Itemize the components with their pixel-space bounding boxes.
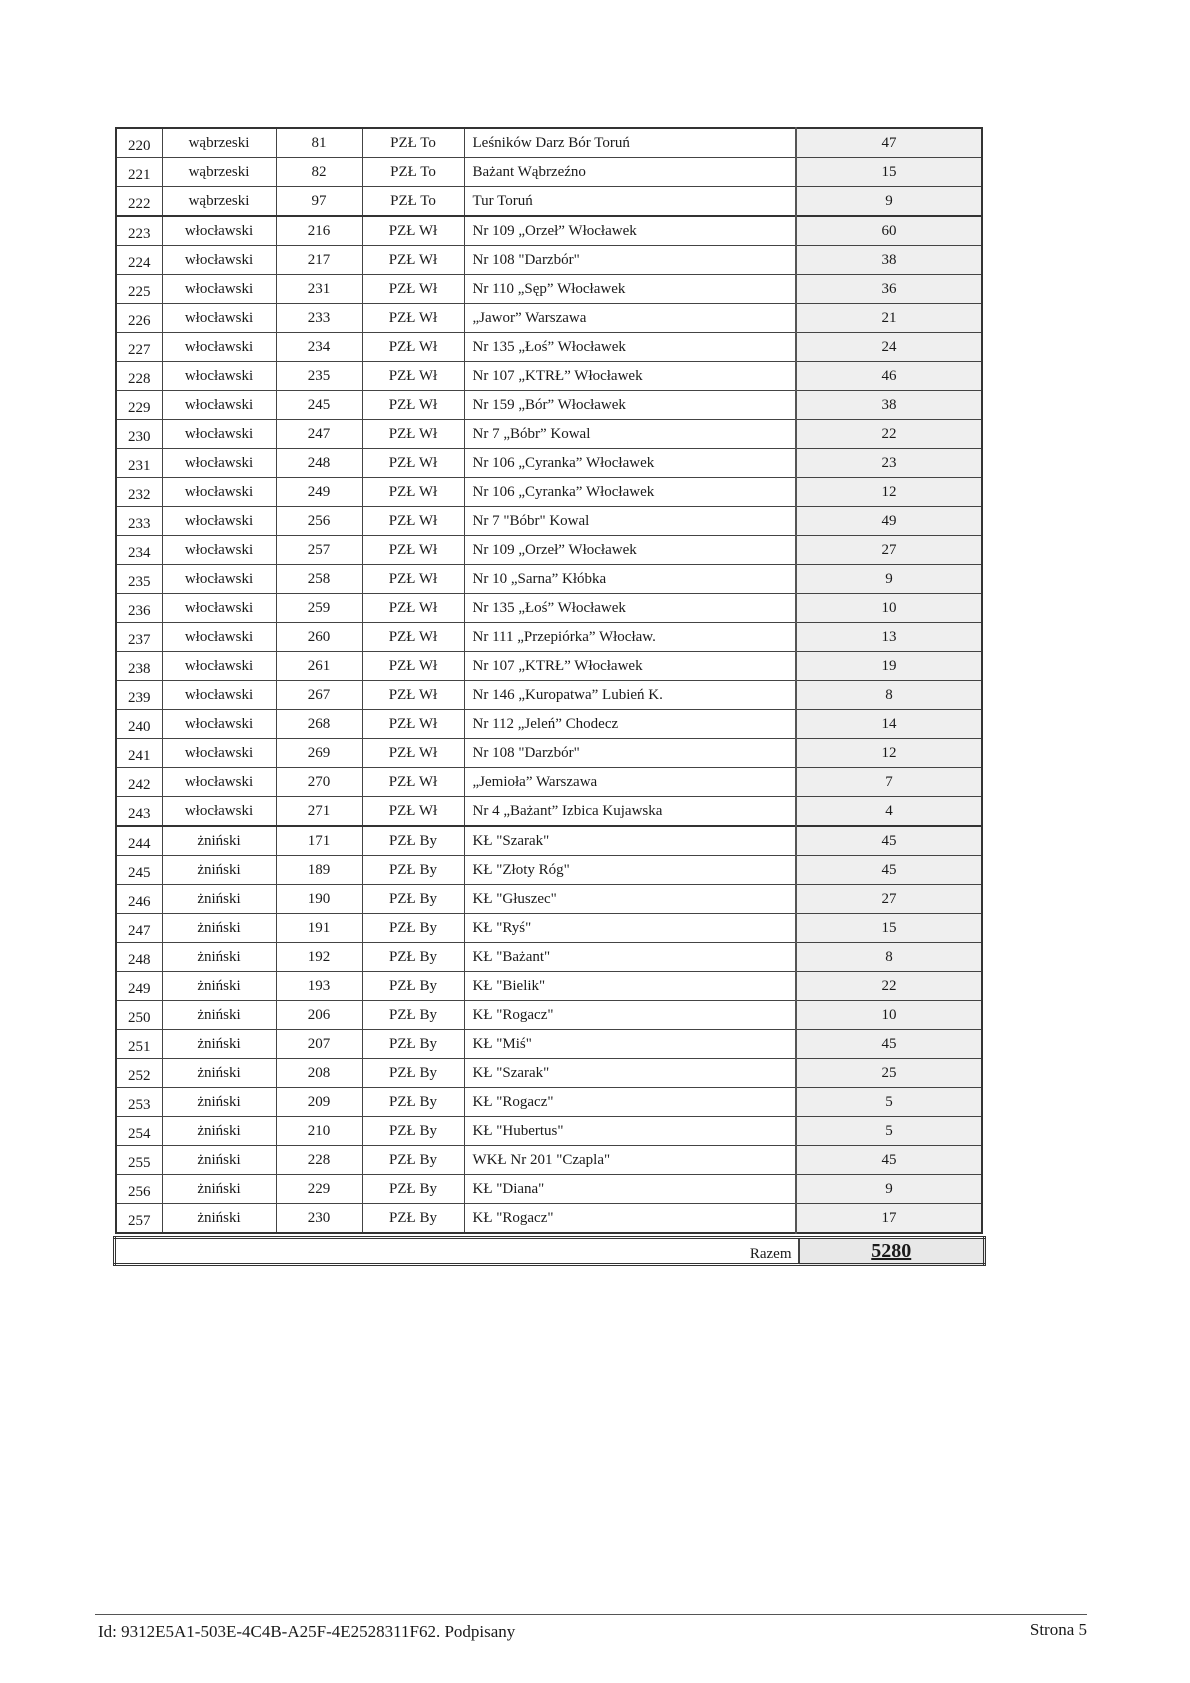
count-cell: 27 — [796, 536, 982, 565]
row-number: 256 — [116, 1175, 162, 1204]
powiat-cell: włocławski — [162, 797, 276, 827]
obwod-number: 249 — [276, 478, 362, 507]
count-cell: 12 — [796, 478, 982, 507]
table-row — [116, 449, 982, 478]
row-number: 235 — [116, 565, 162, 594]
dzierzawca-cell: Nr 135 „Łoś” Włocławek — [464, 594, 796, 623]
row-number: 228 — [116, 362, 162, 391]
zarzad-cell: PZŁ By — [362, 1088, 464, 1117]
dzierzawca-cell: KŁ "Szarak" — [464, 1059, 796, 1088]
powiat-cell: żniński — [162, 943, 276, 972]
count-cell: 23 — [796, 449, 982, 478]
document-id: Id: 9312E5A1-503E-4C4B-A25F-4E2528311F62. Podpisany — [98, 1622, 516, 1641]
page-number: Strona 5 — [1029, 1620, 1087, 1639]
row-number: 241 — [116, 739, 162, 768]
row-number: 223 — [116, 216, 162, 246]
table-row — [116, 1030, 982, 1059]
table-row — [116, 739, 982, 768]
zarzad-cell: PZŁ Wł — [362, 449, 464, 478]
obwod-number: 191 — [276, 914, 362, 943]
count-cell: 12 — [796, 739, 982, 768]
obwod-number: 235 — [276, 362, 362, 391]
count-cell: 45 — [796, 826, 982, 856]
count-cell: 45 — [796, 1146, 982, 1175]
obwod-number: 189 — [276, 856, 362, 885]
powiat-cell: wąbrzeski — [162, 158, 276, 187]
zarzad-cell: PZŁ To — [362, 187, 464, 217]
obwod-number: 171 — [276, 826, 362, 856]
table-row — [116, 275, 982, 304]
powiat-cell: włocławski — [162, 681, 276, 710]
count-cell: 46 — [796, 362, 982, 391]
row-number: 221 — [116, 158, 162, 187]
powiat-cell: żniński — [162, 1204, 276, 1234]
count-cell: 24 — [796, 333, 982, 362]
zarzad-cell: PZŁ Wł — [362, 710, 464, 739]
dzierzawca-cell: KŁ "Bażant" — [464, 943, 796, 972]
count-cell: 5 — [796, 1117, 982, 1146]
row-number: 239 — [116, 681, 162, 710]
powiat-cell: żniński — [162, 914, 276, 943]
dzierzawca-cell: KŁ "Hubertus" — [464, 1117, 796, 1146]
zarzad-cell: PZŁ Wł — [362, 216, 464, 246]
row-number: 251 — [116, 1030, 162, 1059]
total-value: 5280 — [799, 1238, 985, 1265]
count-cell: 49 — [796, 507, 982, 536]
dzierzawca-cell: Nr 7 „Bóbr” Kowal — [464, 420, 796, 449]
table-row — [116, 187, 982, 217]
document-table — [115, 127, 981, 1266]
table-row — [116, 362, 982, 391]
table-row — [116, 391, 982, 420]
dzierzawca-cell: Nr 107 „KTRŁ” Włocławek — [464, 652, 796, 681]
row-number: 229 — [116, 391, 162, 420]
dzierzawca-cell: Nr 106 „Cyranka” Włocławek — [464, 478, 796, 507]
zarzad-cell: PZŁ Wł — [362, 420, 464, 449]
obwod-number: 229 — [276, 1175, 362, 1204]
dzierzawca-cell: Nr 10 „Sarna” Kłóbka — [464, 565, 796, 594]
dzierzawca-cell: Nr 108 "Darzbór" — [464, 246, 796, 275]
row-number: 254 — [116, 1117, 162, 1146]
powiat-cell: włocławski — [162, 216, 276, 246]
table-row — [116, 652, 982, 681]
obwod-number: 216 — [276, 216, 362, 246]
dzierzawca-cell: KŁ "Złoty Róg" — [464, 856, 796, 885]
count-cell: 7 — [796, 768, 982, 797]
row-number: 243 — [116, 797, 162, 827]
zarzad-cell: PZŁ Wł — [362, 304, 464, 333]
dzierzawca-cell: Nr 108 "Darzbór" — [464, 739, 796, 768]
table-row — [116, 681, 982, 710]
table-row — [116, 623, 982, 652]
dzierzawca-cell: KŁ "Miś" — [464, 1030, 796, 1059]
powiat-cell: włocławski — [162, 739, 276, 768]
zarzad-cell: PZŁ Wł — [362, 275, 464, 304]
powiat-cell: żniński — [162, 1117, 276, 1146]
row-number: 242 — [116, 768, 162, 797]
obwod-number: 206 — [276, 1001, 362, 1030]
table-row — [116, 420, 982, 449]
row-number: 250 — [116, 1001, 162, 1030]
obwod-number: 248 — [276, 449, 362, 478]
zarzad-cell: PZŁ By — [362, 856, 464, 885]
zarzad-cell: PZŁ By — [362, 1001, 464, 1030]
obwod-number: 257 — [276, 536, 362, 565]
zarzad-cell: PZŁ Wł — [362, 536, 464, 565]
obwod-number: 260 — [276, 623, 362, 652]
row-number: 233 — [116, 507, 162, 536]
count-cell: 22 — [796, 972, 982, 1001]
row-number: 246 — [116, 885, 162, 914]
table-row — [116, 128, 982, 158]
powiat-cell: żniński — [162, 1088, 276, 1117]
obwod-number: 259 — [276, 594, 362, 623]
count-cell: 47 — [796, 128, 982, 158]
table-row — [116, 710, 982, 739]
row-number: 227 — [116, 333, 162, 362]
zarzad-cell: PZŁ Wł — [362, 565, 464, 594]
count-cell: 21 — [796, 304, 982, 333]
table-row — [116, 1146, 982, 1175]
powiat-cell: włocławski — [162, 710, 276, 739]
obwod-number: 256 — [276, 507, 362, 536]
dzierzawca-cell: Nr 107 „KTRŁ” Włocławek — [464, 362, 796, 391]
zarzad-cell: PZŁ Wł — [362, 333, 464, 362]
powiat-cell: wąbrzeski — [162, 128, 276, 158]
dzierzawca-cell: Nr 109 „Orzeł” Włocławek — [464, 536, 796, 565]
count-cell: 15 — [796, 158, 982, 187]
table-row — [116, 507, 982, 536]
table-row — [116, 1117, 982, 1146]
obwod-number: 228 — [276, 1146, 362, 1175]
powiat-cell: włocławski — [162, 478, 276, 507]
row-number: 247 — [116, 914, 162, 943]
dzierzawca-cell: Bażant Wąbrzeźno — [464, 158, 796, 187]
dzierzawca-cell: „Jawor” Warszawa — [464, 304, 796, 333]
zarzad-cell: PZŁ By — [362, 1030, 464, 1059]
dzierzawca-cell: KŁ "Bielik" — [464, 972, 796, 1001]
obwod-number: 81 — [276, 128, 362, 158]
powiat-cell: żniński — [162, 1175, 276, 1204]
dzierzawca-cell: „Jemioła” Warszawa — [464, 768, 796, 797]
count-cell: 38 — [796, 391, 982, 420]
dzierzawca-cell: Nr 4 „Bażant” Izbica Kujawska — [464, 797, 796, 827]
table-row — [116, 246, 982, 275]
count-cell: 45 — [796, 1030, 982, 1059]
count-cell: 5 — [796, 1088, 982, 1117]
count-cell: 19 — [796, 652, 982, 681]
obwod-number: 271 — [276, 797, 362, 827]
zarzad-cell: PZŁ By — [362, 1204, 464, 1234]
obwod-number: 210 — [276, 1117, 362, 1146]
dzierzawca-cell: Nr 135 „Łoś” Włocławek — [464, 333, 796, 362]
obwod-number: 261 — [276, 652, 362, 681]
zarzad-cell: PZŁ Wł — [362, 739, 464, 768]
count-cell: 36 — [796, 275, 982, 304]
zarzad-cell: PZŁ Wł — [362, 768, 464, 797]
obwod-number: 231 — [276, 275, 362, 304]
obwod-number: 192 — [276, 943, 362, 972]
count-cell: 60 — [796, 216, 982, 246]
footer-divider — [95, 1614, 1087, 1615]
obwod-number: 217 — [276, 246, 362, 275]
zarzad-cell: PZŁ To — [362, 158, 464, 187]
powiat-cell: żniński — [162, 1146, 276, 1175]
dzierzawca-cell: Nr 110 „Sęp” Włocławek — [464, 275, 796, 304]
obwod-number: 267 — [276, 681, 362, 710]
row-number: 255 — [116, 1146, 162, 1175]
powiat-cell: włocławski — [162, 594, 276, 623]
count-cell: 4 — [796, 797, 982, 827]
total-row — [113, 1236, 986, 1266]
table-row — [116, 943, 982, 972]
powiat-cell: żniński — [162, 885, 276, 914]
powiat-cell: wąbrzeski — [162, 187, 276, 217]
count-cell: 10 — [796, 594, 982, 623]
total-label: Razem — [749, 1246, 792, 1262]
row-number: 222 — [116, 187, 162, 217]
row-number: 245 — [116, 856, 162, 885]
dzierzawca-cell: Nr 112 „Jeleń” Chodecz — [464, 710, 796, 739]
row-number: 238 — [116, 652, 162, 681]
obwod-number: 208 — [276, 1059, 362, 1088]
table-row — [116, 1059, 982, 1088]
zarzad-cell: PZŁ By — [362, 914, 464, 943]
row-number: 234 — [116, 536, 162, 565]
dzierzawca-cell: KŁ "Ryś" — [464, 914, 796, 943]
count-cell: 22 — [796, 420, 982, 449]
table-row — [116, 914, 982, 943]
obwod-number: 269 — [276, 739, 362, 768]
table-body — [116, 128, 982, 1233]
powiat-cell: włocławski — [162, 768, 276, 797]
count-cell: 10 — [796, 1001, 982, 1030]
row-number: 236 — [116, 594, 162, 623]
zarzad-cell: PZŁ Wł — [362, 362, 464, 391]
row-number: 248 — [116, 943, 162, 972]
row-number: 220 — [116, 128, 162, 158]
obwod-number: 82 — [276, 158, 362, 187]
dzierzawca-cell: KŁ "Rogacz" — [464, 1088, 796, 1117]
powiat-cell: włocławski — [162, 420, 276, 449]
table-row — [116, 972, 982, 1001]
powiat-cell: żniński — [162, 972, 276, 1001]
powiat-cell: włocławski — [162, 565, 276, 594]
count-cell: 38 — [796, 246, 982, 275]
powiat-cell: włocławski — [162, 304, 276, 333]
zarzad-cell: PZŁ Wł — [362, 652, 464, 681]
table-row — [116, 1088, 982, 1117]
zarzad-cell: PZŁ Wł — [362, 246, 464, 275]
obwod-number: 268 — [276, 710, 362, 739]
row-number: 240 — [116, 710, 162, 739]
dzierzawca-cell: KŁ "Głuszec" — [464, 885, 796, 914]
powiat-cell: włocławski — [162, 362, 276, 391]
hunting-districts-table — [115, 127, 983, 1234]
table-row — [116, 1175, 982, 1204]
dzierzawca-cell: Nr 109 „Orzeł” Włocławek — [464, 216, 796, 246]
dzierzawca-cell: Nr 106 „Cyranka” Włocławek — [464, 449, 796, 478]
dzierzawca-cell: Tur Toruń — [464, 187, 796, 217]
dzierzawca-cell: KŁ "Rogacz" — [464, 1204, 796, 1234]
dzierzawca-cell: Leśników Darz Bór Toruń — [464, 128, 796, 158]
zarzad-cell: PZŁ Wł — [362, 391, 464, 420]
table-row — [116, 216, 982, 246]
table-row — [116, 333, 982, 362]
zarzad-cell: PZŁ By — [362, 1059, 464, 1088]
zarzad-cell: PZŁ By — [362, 972, 464, 1001]
powiat-cell: żniński — [162, 826, 276, 856]
row-number: 257 — [116, 1204, 162, 1234]
table-row — [116, 478, 982, 507]
table-row — [116, 768, 982, 797]
obwod-number: 245 — [276, 391, 362, 420]
table-row — [116, 304, 982, 333]
row-number: 231 — [116, 449, 162, 478]
table-row — [116, 536, 982, 565]
table-row — [116, 797, 982, 827]
zarzad-cell: PZŁ By — [362, 826, 464, 856]
table-row — [116, 885, 982, 914]
zarzad-cell: PZŁ By — [362, 943, 464, 972]
count-cell: 9 — [796, 565, 982, 594]
table-row — [116, 856, 982, 885]
table-row — [116, 1204, 982, 1234]
dzierzawca-cell: WKŁ Nr 201 "Czapla" — [464, 1146, 796, 1175]
powiat-cell: żniński — [162, 1030, 276, 1059]
row-number: 225 — [116, 275, 162, 304]
obwod-number: 190 — [276, 885, 362, 914]
obwod-number: 97 — [276, 187, 362, 217]
zarzad-cell: PZŁ Wł — [362, 478, 464, 507]
count-cell: 15 — [796, 914, 982, 943]
dzierzawca-cell: KŁ "Rogacz" — [464, 1001, 796, 1030]
dzierzawca-cell: Nr 146 „Kuropatwa” Lubień K. — [464, 681, 796, 710]
obwod-number: 234 — [276, 333, 362, 362]
obwod-number: 207 — [276, 1030, 362, 1059]
zarzad-cell: PZŁ Wł — [362, 594, 464, 623]
obwod-number: 258 — [276, 565, 362, 594]
obwod-number: 247 — [276, 420, 362, 449]
row-number: 244 — [116, 826, 162, 856]
powiat-cell: włocławski — [162, 333, 276, 362]
table-row — [116, 565, 982, 594]
count-cell: 9 — [796, 187, 982, 217]
powiat-cell: włocławski — [162, 536, 276, 565]
row-number: 252 — [116, 1059, 162, 1088]
row-number: 249 — [116, 972, 162, 1001]
count-cell: 9 — [796, 1175, 982, 1204]
dzierzawca-cell: Nr 159 „Bór” Włocławek — [464, 391, 796, 420]
zarzad-cell: PZŁ Wł — [362, 797, 464, 827]
zarzad-cell: PZŁ Wł — [362, 507, 464, 536]
count-cell: 27 — [796, 885, 982, 914]
powiat-cell: włocławski — [162, 246, 276, 275]
row-number: 224 — [116, 246, 162, 275]
powiat-cell: włocławski — [162, 449, 276, 478]
dzierzawca-cell: KŁ "Szarak" — [464, 826, 796, 856]
zarzad-cell: PZŁ By — [362, 1146, 464, 1175]
obwod-number: 270 — [276, 768, 362, 797]
powiat-cell: żniński — [162, 1001, 276, 1030]
powiat-cell: żniński — [162, 856, 276, 885]
zarzad-cell: PZŁ To — [362, 128, 464, 158]
count-cell: 8 — [796, 943, 982, 972]
powiat-cell: włocławski — [162, 391, 276, 420]
count-cell: 13 — [796, 623, 982, 652]
table-row — [116, 158, 982, 187]
powiat-cell: włocławski — [162, 507, 276, 536]
zarzad-cell: PZŁ By — [362, 1175, 464, 1204]
zarzad-cell: PZŁ By — [362, 1117, 464, 1146]
obwod-number: 230 — [276, 1204, 362, 1234]
count-cell: 8 — [796, 681, 982, 710]
row-number: 226 — [116, 304, 162, 333]
dzierzawca-cell: Nr 7 "Bóbr" Kowal — [464, 507, 796, 536]
count-cell: 45 — [796, 856, 982, 885]
obwod-number: 193 — [276, 972, 362, 1001]
powiat-cell: żniński — [162, 1059, 276, 1088]
row-number: 253 — [116, 1088, 162, 1117]
zarzad-cell: PZŁ By — [362, 885, 464, 914]
dzierzawca-cell: KŁ "Diana" — [464, 1175, 796, 1204]
table-row — [116, 594, 982, 623]
obwod-number: 233 — [276, 304, 362, 333]
table-row — [116, 1001, 982, 1030]
zarzad-cell: PZŁ Wł — [362, 623, 464, 652]
powiat-cell: włocławski — [162, 652, 276, 681]
obwod-number: 209 — [276, 1088, 362, 1117]
zarzad-cell: PZŁ Wł — [362, 681, 464, 710]
count-cell: 25 — [796, 1059, 982, 1088]
row-number: 237 — [116, 623, 162, 652]
powiat-cell: włocławski — [162, 275, 276, 304]
count-cell: 14 — [796, 710, 982, 739]
powiat-cell: włocławski — [162, 623, 276, 652]
row-number: 230 — [116, 420, 162, 449]
table-row — [116, 826, 982, 856]
dzierzawca-cell: Nr 111 „Przepiórka” Włocław. — [464, 623, 796, 652]
row-number: 232 — [116, 478, 162, 507]
count-cell: 17 — [796, 1204, 982, 1234]
